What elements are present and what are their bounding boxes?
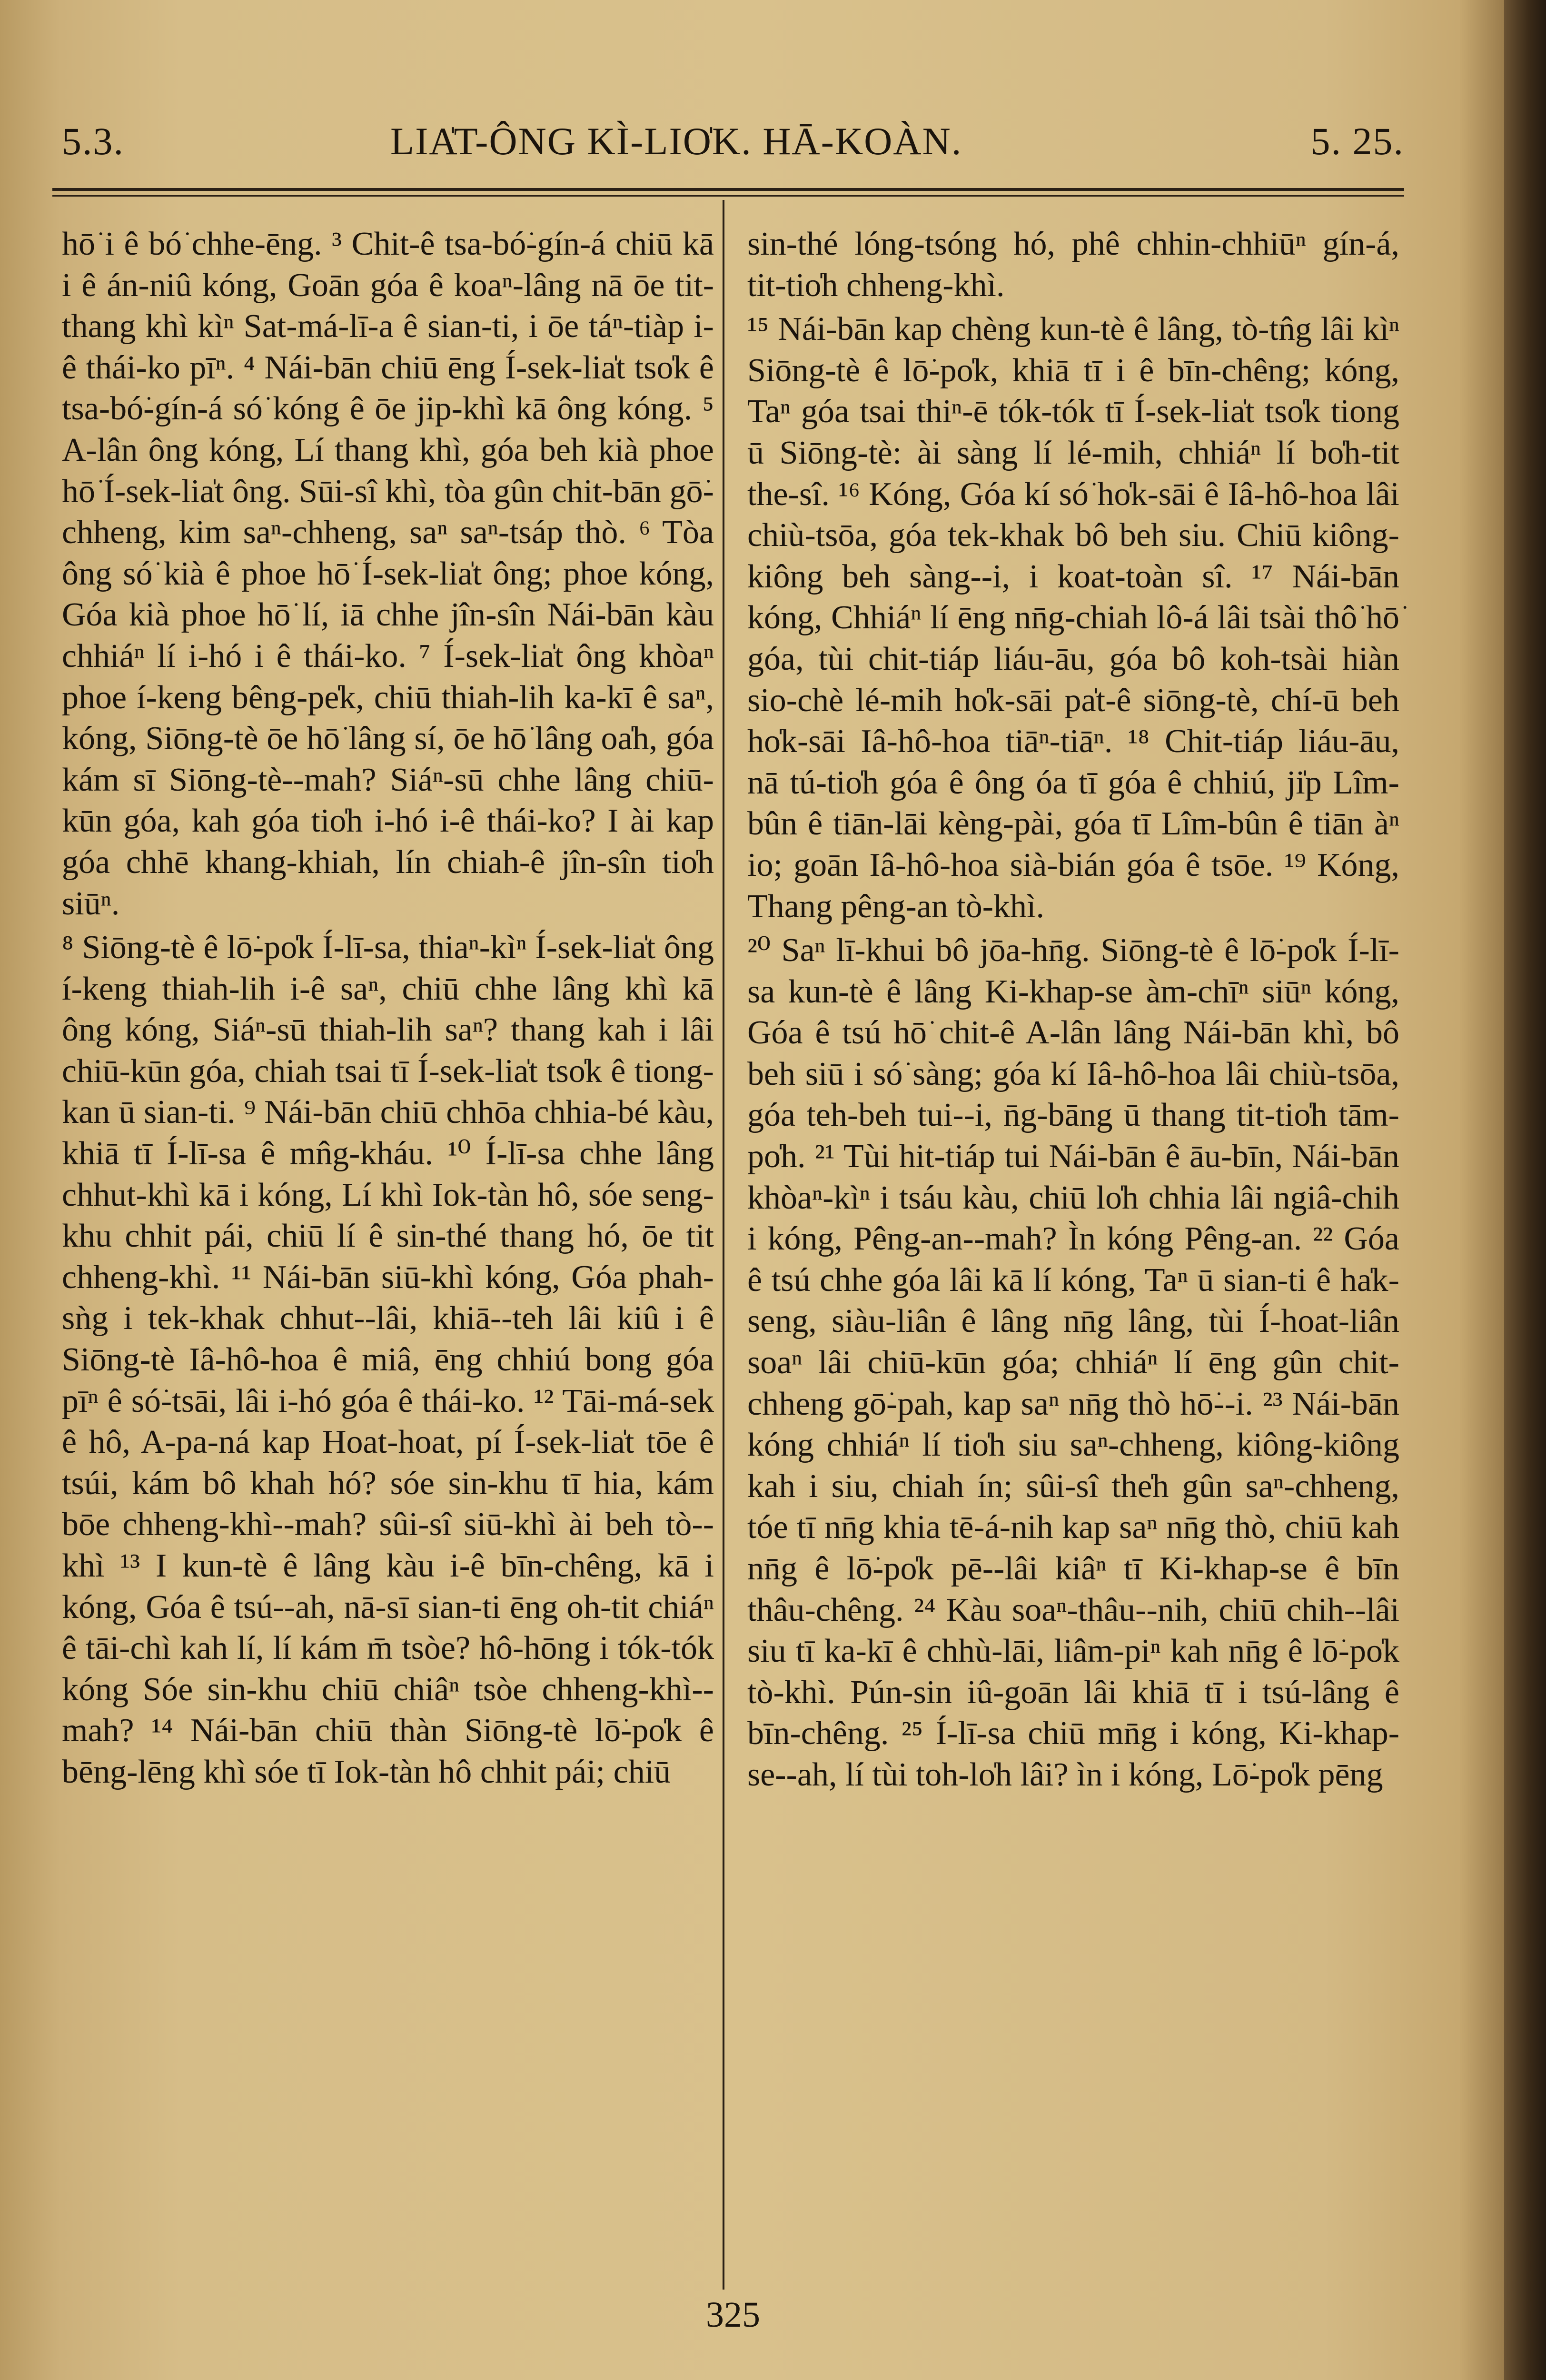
right-column <box>747 224 1399 1796</box>
header-rule-thick <box>52 188 1404 191</box>
header-right-reference: 5. 25. <box>1310 119 1404 163</box>
book-binding-edge <box>1504 0 1546 2380</box>
page-number: 325 <box>706 2295 760 2335</box>
column-divider <box>723 200 724 2290</box>
running-header <box>57 119 1404 171</box>
paragraph: ⁸ Siōng-tè ê lō͘-po̍k Í-lī-sa, thiaⁿ-kìⁿ Í-sek-lia̍t ông í-keng thiah-lih i-ê saⁿ, chiū chhe lâng khì kā ông kóng, Siáⁿ-sū thiah-lih saⁿ? thang kah i lâi chiū-kūn góa, chiah tsai tī Í-sek-lia̍t tso̍k ê tiong-kan ū sian-ti. ⁹ Nái-bān chiū chhōa chhia-bé kàu, khiā tī Í-lī-sa ê mn̂g-kháu. ¹⁰ Í-lī-sa chhe lâng chhut-khì kā i kóng, Lí khì Iok-tàn hô, sóe seng-khu chhit pái, chiū lí ê sin-thé thang hó, ōe tit chheng-khì. ¹¹ Nái-bān siū-khì kóng, Góa phah-sǹg i tek-khak chhut--lâi, khiā--teh lâi kiû i ê Siōng-tè Iâ-hô-hoa ê miâ, ēng chhiú bong góa pīⁿ ê só͘-tsāi, lâi i-hó góa ê thái-ko. ¹² Tāi-má-sek ê hô, A-pa-ná kap Hoat-hoat, pí Í-sek-lia̍t tōe ê tsúi, kám bô khah hó? sóe sin-khu tī hia, kám bōe chheng-khì--mah? sûi-sî siū-khì ài beh tò--khì ¹³ I kun-tè ê lâng kàu i-ê bīn-chêng, kā i kóng, Góa ê tsú--ah, nā-sī sian-ti ēng oh-tit chiáⁿ ê tāi-chì kah lí, lí kám m̄ tsòe? hô-hōng i tók-tók kóng Sóe sin-khu chiū chiâⁿ tsòe chheng-khì--mah? ¹⁴ Nái-bān chiū thàn Siōng-tè lō͘-po̍k ê bēng-lēng khì sóe tī Iok-tàn hô chhit pái; chiū <box>62 929 714 1790</box>
header-left-reference: 5.3. <box>62 119 124 163</box>
paragraph: ²⁰ Saⁿ lī-khui bô jōa-hn̄g. Siōng-tè ê lō͘-po̍k Í-lī-sa kun-tè ê lâng Ki-khap-se àm-chīⁿ siūⁿ kóng, Góa ê tsú hō͘ chit-ê A-lân lâng Nái-bān khì, bô beh siū i só͘ sàng; góa kí Iâ-hô-hoa lâi chiù-tsōa, góa teh-beh tui--i, n̄g-bāng ū thang tit-tio̍h tām-po̍h. ²¹ Tùi hit-tiáp tui Nái-bān ê āu-bīn, Nái-bān khòaⁿ-kìⁿ i tsáu kàu, chiū lo̍h chhia lâi ngiâ-chih i kóng, Pêng-an--mah? Ìn kóng Pêng-an. ²² Góa ê tsú chhe góa lâi kā lí kóng, Taⁿ ū sian-ti ê ha̍k-seng, siàu-liân ê lâng nn̄g lâng, tùi Í-hoat-liân soaⁿ lâi chiū-kūn góa; chhiáⁿ lí ēng gûn chit-chheng gō͘-pah, kap saⁿ nn̄g thò hō͘--i. ²³ Nái-bān kóng chhiáⁿ lí tio̍h siu saⁿ-chheng, kiông-kiông kah i siu, chiah ín; sûi-sî the̍h gûn saⁿ-chheng, tóe tī nn̄g khia tē-á-nih kap saⁿ nn̄g thò, chiū kah nn̄g ê lō͘-po̍k pē--lâi kiâⁿ tī Ki-khap-se ê bīn thâu-chêng. ²⁴ Kàu soaⁿ-thâu--nih, chiū chih--lâi siu tī ka-kī ê chhù-lāi, liâm-piⁿ kah nn̄g ê lō͘-po̍k tò-khì. Pún-sin iû-goān lâi khiā tī i tsú-lâng ê bīn-chêng. ²⁵ Í-lī-sa chiū mn̄g i kóng, Ki-khap-se--ah, lí tùi toh-lo̍h lâi? ìn i kóng, Lō͘-po̍k pēng <box>747 932 1399 1793</box>
paragraph: sin-thé lóng-tsóng hó, phê chhin-chhiūⁿ gín-á, tit-tio̍h chheng-khì. <box>747 226 1399 304</box>
header-rule-thin <box>52 195 1404 197</box>
header-title: LIA̍T-ÔNG KÌ-LIO̍K. HĀ-KOÀN. <box>390 119 962 163</box>
paragraph: hō͘ i ê bó͘ chhe-ēng. ³ Chit-ê tsa-bó͘-gín-á chiū kā i ê án-niû kóng, Goān góa ê koaⁿ-lâng nā ōe tit-thang khì kìⁿ Sat-má-lī-a ê sian-ti, i ōe táⁿ-tiàp i-ê thái-ko pīⁿ. ⁴ Nái-bān chiū ēng Í-sek-lia̍t tso̍k ê tsa-bó͘-gín-á só͘ kóng ê ōe jip-khì kā ông kóng. ⁵ A-lân ông kóng, Lí thang khì, góa beh kià phoe hō͘ Í-sek-lia̍t ông. Sūi-sî khì, tòa gûn chit-bān gō͘-chheng, kim saⁿ-chheng, saⁿ saⁿ-tsáp thò. ⁶ Tòa ông só͘ kià ê phoe hō͘ Í-sek-lia̍t ông; phoe kóng, Góa kià phoe hō͘ lí, iā chhe jîn-sîn Nái-bān kàu chhiáⁿ lí i-hó i ê thái-ko. ⁷ Í-sek-lia̍t ông khòaⁿ phoe í-keng bêng-pe̍k, chiū thiah-lih ka-kī ê saⁿ, kóng, Siōng-tè ōe hō͘ lâng sí, ōe hō͘ lâng oa̍h, góa kám sī Siōng-tè--mah? Siáⁿ-sū chhe lâng chiū-kūn góa, kah góa tio̍h i-hó i-ê thái-ko? I ài kap góa chhē khang-khiah, lín chiah-ê jîn-sîn tio̍h siūⁿ. <box>62 226 714 922</box>
left-column <box>62 224 714 1793</box>
paragraph: ¹⁵ Nái-bān kap chèng kun-tè ê lâng, tò-tn̂g lâi kìⁿ Siōng-tè ê lō͘-po̍k, khiā tī i ê bīn-chêng; kóng, Taⁿ góa tsai thiⁿ-ē tók-tók tī Í-sek-lia̍t tso̍k tiong ū Siōng-tè: ài sàng lí lé-mih, chhiáⁿ lí bo̍h-tit the-sî. ¹⁶ Kóng, Góa kí só͘ ho̍k-sāi ê Iâ-hô-hoa lâi chiù-tsōa, góa tek-khak bô beh siu. Chiū kiông-kiông beh sàng--i, i koat-toàn sî. ¹⁷ Nái-bān kóng, Chhiáⁿ lí ēng nn̄g-chiah lô-á lâi tsài thô͘ hō͘ góa, tùi chit-tiáp liáu-āu, góa bô koh-tsài hiàn sio-chè lé-mih ho̍k-sāi pa̍t-ê siōng-tè, chí-ū beh ho̍k-sāi Iâ-hô-hoa tiāⁿ-tiāⁿ. ¹⁸ Chit-tiáp liáu-āu, nā tú-tio̍h góa ê ông óa tī góa ê chhiú, ji̍p Lîm-bûn ê tiān-lāi kèng-pài, góa tī Lîm-bûn ê tiān àⁿ io; goān Iâ-hô-hoa sià-bián góa ê tsōe. ¹⁹ Kóng, Thang pêng-an tò-khì. <box>747 311 1399 925</box>
